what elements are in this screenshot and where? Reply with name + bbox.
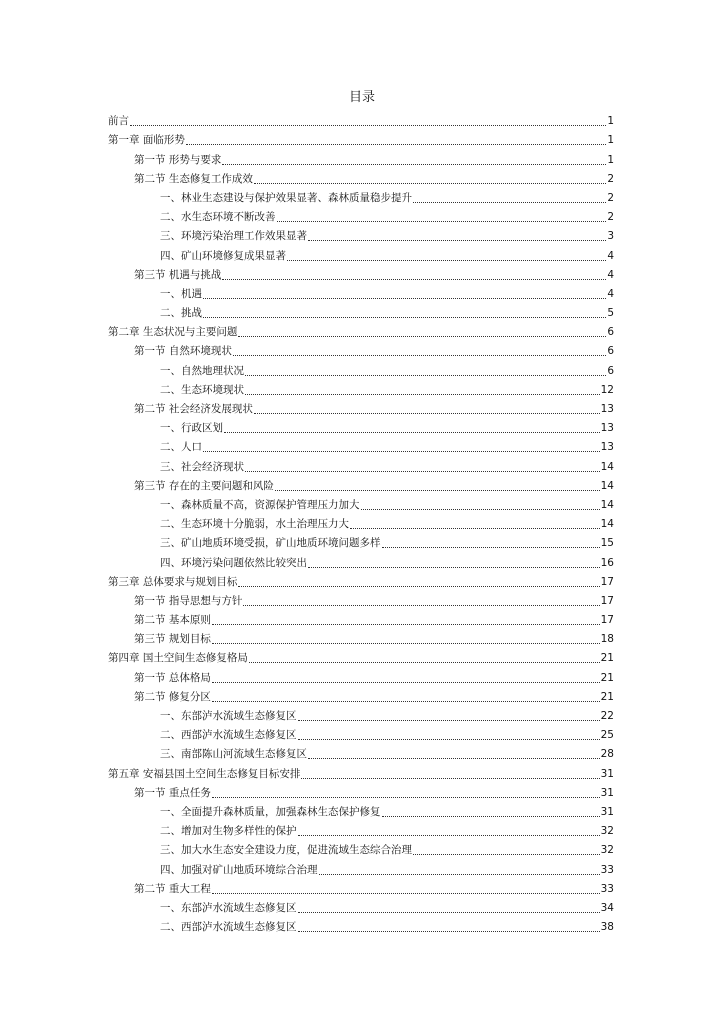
toc-entry[interactable] (108, 570, 614, 589)
toc-page-number: 1 (607, 134, 614, 147)
toc-page-number: 13 (600, 422, 614, 435)
toc-entry-title: 一、东部泸水流域生态修复区 (160, 901, 297, 914)
toc-entry-title: 第一节 总体格局 (134, 671, 211, 684)
toc-entry[interactable] (108, 646, 614, 665)
toc-dot-leader (222, 164, 606, 165)
toc-entry-title: 第一节 形势与要求 (134, 153, 222, 166)
toc-page-number: 32 (600, 825, 614, 838)
toc-dot-leader (350, 528, 600, 529)
toc-entry-title: 三、南部陈山河流域生态修复区 (160, 748, 307, 761)
toc-entry-title: 四、矿山环境修复成果显著 (160, 249, 286, 262)
toc-page-number: 2 (607, 172, 614, 185)
toc-dot-leader (254, 413, 600, 414)
toc-dot-leader (382, 547, 600, 548)
toc-entry-title: 第二节 重大工程 (134, 882, 211, 895)
toc-dot-leader (361, 509, 600, 510)
toc-entry[interactable] (108, 454, 614, 473)
toc-entry-title: 二、生态环境现状 (160, 383, 244, 396)
toc-entry[interactable] (108, 896, 614, 915)
toc-page-number: 28 (600, 748, 614, 761)
toc-entry-title: 第三节 机遇与挑战 (134, 268, 222, 281)
toc-dot-leader (203, 317, 606, 318)
toc-page-number: 14 (600, 479, 614, 492)
toc-dot-leader (249, 662, 600, 663)
toc-page-number: 17 (600, 575, 614, 588)
toc-page-number: 4 (607, 268, 614, 281)
toc-entry[interactable] (108, 819, 614, 838)
toc-entry[interactable] (108, 109, 614, 128)
toc-entry[interactable] (108, 877, 614, 896)
toc-page-number: 14 (600, 518, 614, 531)
toc-page-number: 38 (600, 921, 614, 934)
toc-entry[interactable] (108, 474, 614, 493)
toc-page-number: 13 (600, 441, 614, 454)
toc-entry-title: 一、机遇 (160, 287, 202, 300)
toc-dot-leader (186, 144, 606, 145)
toc-dot-leader (298, 835, 600, 836)
toc-entry-title: 二、增加对生物多样性的保护 (160, 825, 297, 838)
toc-dot-leader (254, 183, 606, 184)
toc-entry[interactable] (108, 186, 614, 205)
toc-page-number: 25 (600, 729, 614, 742)
toc-entry-title: 第二章 生态状况与主要问题 (108, 326, 238, 339)
toc-entry[interactable] (108, 243, 614, 262)
toc-dot-leader (301, 778, 599, 779)
toc-page-number: 6 (607, 326, 614, 339)
toc-dot-leader (308, 758, 600, 759)
toc-entry-title: 二、西部泸水流域生态修复区 (160, 921, 297, 934)
toc-page-number: 33 (600, 863, 614, 876)
toc-page-number: 15 (600, 537, 614, 550)
toc-dot-leader (275, 490, 600, 491)
toc-page-number: 31 (600, 786, 614, 799)
toc-dot-leader (277, 221, 607, 222)
toc-entry[interactable] (108, 282, 614, 301)
toc-entry[interactable] (108, 761, 614, 780)
toc-title: 目录 (348, 90, 375, 105)
toc-dot-leader (212, 682, 600, 683)
toc-entry[interactable] (108, 397, 614, 416)
toc-entry[interactable] (108, 224, 614, 243)
toc-entry[interactable] (108, 550, 614, 569)
toc-dot-leader (203, 451, 600, 452)
toc-page-number: 22 (600, 710, 614, 722)
toc-entry[interactable] (108, 147, 614, 166)
toc-entry[interactable] (108, 800, 614, 819)
toc-page-number: 31 (600, 767, 614, 780)
toc-entry-title: 第一节 重点任务 (134, 786, 211, 799)
toc-page-number: 18 (600, 633, 614, 646)
toc-entry-title: 一、全面提升森林质量，加强森林生态保护修复 (160, 805, 381, 818)
toc-entry-title: 一、行政区划 (160, 422, 223, 435)
toc-dot-leader (287, 260, 606, 261)
toc-entry[interactable] (108, 435, 614, 454)
toc-entry-title: 一、森林质量不高，资源保护管理压力加大 (160, 498, 360, 511)
toc-dot-leader (413, 854, 600, 855)
toc-page-number: 1 (607, 153, 614, 166)
toc-entry[interactable] (108, 704, 614, 723)
toc-entry-title: 第一节 自然环境现状 (134, 345, 232, 358)
toc-page-number: 14 (600, 498, 614, 511)
toc-dot-leader (308, 567, 600, 568)
toc-entry-title: 二、水生态环境不断改善 (160, 211, 276, 224)
toc-entry-title: 前言 (108, 115, 129, 128)
toc-entry-title: 一、林业生态建设与保护效果显著、森林质量稳步提升 (160, 191, 412, 204)
toc-entry[interactable] (108, 781, 614, 800)
toc-page-number: 13 (600, 403, 614, 415)
toc-entry[interactable] (108, 627, 614, 646)
toc-dot-leader (238, 336, 606, 337)
toc-dot-leader (298, 931, 600, 932)
toc-dot-leader (308, 240, 606, 241)
toc-entry[interactable] (108, 589, 614, 608)
toc-entry-title: 二、人口 (160, 441, 202, 454)
toc-dot-leader (245, 394, 600, 395)
toc-entry-title: 第三章 总体要求与规划目标 (108, 575, 238, 588)
toc-dot-leader (212, 893, 600, 894)
toc-dot-leader (212, 701, 600, 702)
toc-page-number: 4 (607, 249, 614, 262)
toc-dot-leader (245, 375, 606, 376)
toc-entry-title: 第三节 存在的主要问题和风险 (134, 479, 274, 492)
toc-page-number: 21 (600, 690, 614, 703)
toc-page-number: 17 (600, 594, 614, 607)
toc-page-number: 1 (607, 115, 614, 128)
toc-page-number: 14 (600, 460, 614, 473)
toc-dot-leader (319, 874, 600, 875)
toc-entry-title: 二、西部泸水流域生态修复区 (160, 729, 297, 742)
toc-entry[interactable] (108, 320, 614, 339)
toc-dot-leader (212, 797, 600, 798)
toc-entry-title: 第一节 指导思想与方针 (134, 594, 243, 607)
toc-page-number: 34 (600, 901, 614, 914)
toc-entry-title: 第四章 国土空间生态修复格局 (108, 652, 248, 665)
toc-entry[interactable] (108, 512, 614, 531)
toc-entry[interactable] (108, 723, 614, 742)
toc-page-number: 4 (607, 287, 614, 300)
toc-dot-leader (298, 739, 600, 740)
toc-entry-title: 一、自然地理状况 (160, 364, 244, 377)
toc-dot-leader (243, 605, 599, 606)
toc-entry-title: 四、加强对矿山地质环境综合治理 (160, 863, 318, 876)
toc-entry-title: 二、挑战 (160, 307, 202, 320)
toc-page-number: 16 (600, 556, 614, 569)
toc-page-number: 2 (607, 191, 614, 204)
toc-entry[interactable] (108, 416, 614, 435)
toc-entry-title: 三、矿山地质环境受损，矿山地质环境问题多样 (160, 537, 381, 550)
toc-dot-leader (130, 125, 606, 126)
toc-dot-leader (203, 298, 606, 299)
toc-list (108, 109, 614, 934)
toc-page-number: 31 (600, 805, 614, 818)
toc-entry[interactable] (108, 915, 614, 934)
toc-entry-title: 三、社会经济现状 (160, 460, 244, 473)
toc-entry-title: 第二节 社会经济发展现状 (134, 403, 253, 415)
toc-entry-title: 三、加大水生态安全建设力度，促进流域生态综合治理 (160, 844, 412, 857)
toc-entry[interactable] (108, 857, 614, 876)
toc-entry[interactable] (108, 358, 614, 377)
toc-page-number: 17 (600, 614, 614, 627)
toc-entry-title: 第一章 面临形势 (108, 134, 185, 147)
toc-entry[interactable] (108, 301, 614, 320)
toc-entry[interactable] (108, 665, 614, 684)
toc-page-number: 21 (600, 652, 614, 665)
toc-entry[interactable] (108, 493, 614, 512)
toc-entry-title: 三、环境污染治理工作效果显著 (160, 230, 307, 243)
toc-entry[interactable] (108, 205, 614, 224)
toc-dot-leader (212, 643, 600, 644)
toc-entry[interactable] (108, 742, 614, 761)
toc-page-number: 6 (607, 364, 614, 377)
toc-entry[interactable] (108, 685, 614, 704)
toc-entry[interactable] (108, 378, 614, 397)
toc-page-number: 5 (607, 307, 614, 320)
toc-entry-title: 第二节 生态修复工作成效 (134, 172, 253, 185)
toc-entry-title: 第二节 基本原则 (134, 614, 211, 627)
toc-page-number: 12 (600, 383, 614, 396)
toc-page-number: 3 (607, 230, 614, 243)
toc-dot-leader (298, 912, 600, 913)
toc-entry-title: 四、环境污染问题依然比较突出 (160, 556, 307, 569)
toc-dot-leader (212, 624, 600, 625)
toc-page-number: 33 (600, 882, 614, 895)
toc-entry-title: 第三节 规划目标 (134, 633, 211, 646)
toc-entry[interactable] (108, 167, 614, 186)
toc-dot-leader (382, 816, 600, 817)
toc-entry[interactable] (108, 838, 614, 857)
toc-dot-leader (233, 355, 606, 356)
toc-dot-leader (238, 586, 599, 587)
toc-entry-title: 二、生态环境十分脆弱，水土治理压力大 (160, 518, 349, 531)
toc-entry[interactable] (108, 263, 614, 282)
toc-entry-title: 第二节 修复分区 (134, 690, 211, 703)
toc-page-number: 6 (607, 345, 614, 358)
toc-dot-leader (224, 432, 600, 433)
toc-entry[interactable] (108, 128, 614, 147)
toc-entry[interactable] (108, 531, 614, 550)
toc-dot-leader (245, 471, 600, 472)
toc-dot-leader (298, 720, 600, 721)
toc-dot-leader (413, 202, 606, 203)
toc-page-number: 2 (607, 211, 614, 224)
toc-entry-title: 一、东部泸水流域生态修复区 (160, 710, 297, 722)
toc-entry[interactable] (108, 608, 614, 627)
toc-entry-title: 第五章 安福县国土空间生态修复目标安排 (108, 767, 301, 780)
toc-page-number: 21 (600, 671, 614, 684)
toc-entry[interactable] (108, 339, 614, 358)
toc-dot-leader (222, 279, 606, 280)
toc-page-number: 32 (600, 844, 614, 857)
